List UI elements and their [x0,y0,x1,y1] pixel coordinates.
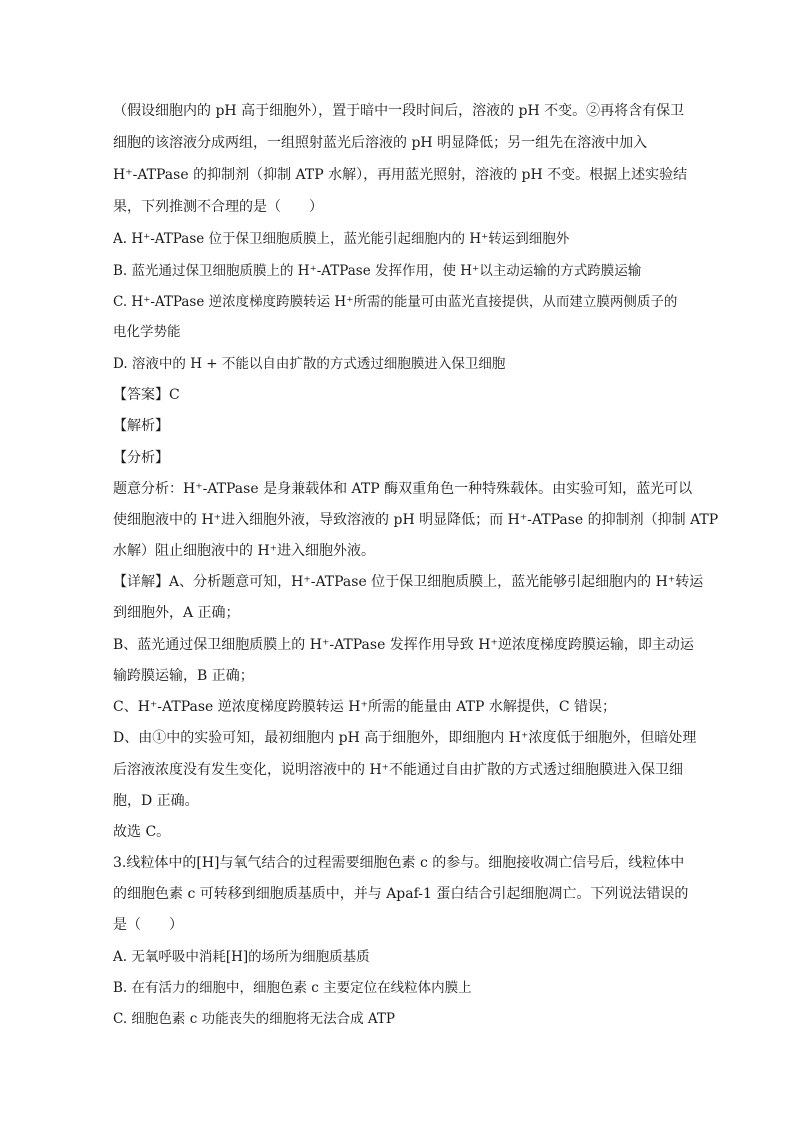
analysis-label: 【解析】 [113,418,169,434]
text-line: 故选 C。 [113,824,171,840]
option-a: A. 无氧呼吸中消耗[H]的场所为细胞质基质 [113,949,370,965]
text-line: 是（ ） [113,917,183,933]
text-line: 题意分析：H⁺-ATPase 是身兼载体和 ATP 酶双重角色一种特殊载体。由实验可知，蓝光可以 [113,481,693,497]
text-line: 使细胞液中的 H⁺进入细胞外液，导致溶液的 pH 明显降低；而 H⁺-ATPase 的抑制剂（抑制 ATP [113,512,719,528]
text-line: C、H⁺-ATPase 逆浓度梯度跨膜转运 H⁺所需的能量由 ATP 水解提供，C 错误； [113,699,616,715]
text-line: 水解）阻止细胞液中的 H⁺进入细胞外液。 [113,543,376,559]
text-line: 果，下列推测不合理的是（ ） [113,199,323,215]
option-b: B. 蓝光通过保卫细胞质膜上的 H⁺-ATPase 发挥作用，使 H⁺以主动运输的方式跨膜运输 [113,263,642,279]
text-line: 胞，D 正确。 [113,793,199,809]
text-line: D、由①中的实验可知，最初细胞内 pH 高于细胞外，即细胞内 H⁺浓度低于细胞外，但暗处理 [113,730,697,746]
option-c: C. H⁺-ATPase 逆浓度梯度跨膜转运 H⁺所需的能量可由蓝光直接提供，从而建立膜两侧质子的 [113,294,678,310]
text-line: （假设细胞内的 pH 高于细胞外），置于暗中一段时间后，溶液的 pH 不变。②再将含有保卫 [113,103,685,119]
text-line: 的细胞色素 c 可转移到细胞质基质中，并与 Apaf-1 蛋白结合引起细胞凋亡。下列说法错误的 [113,886,689,902]
text-line: B、蓝光通过保卫细胞质膜上的 H⁺-ATPase 发挥作用导致 H⁺逆浓度梯度跨膜运输，即主动运 [113,637,694,653]
text-line: 后溶液浓度没有发生变化，说明溶液中的 H⁺不能通过自由扩散的方式透过细胞膜进入保卫细 [113,762,684,778]
option-b: B. 在有活力的细胞中，细胞色素 c 主要定位在线粒体内膜上 [113,980,472,996]
option-c: C. 细胞色素 c 功能丧失的细胞将无法合成 ATP [113,1011,395,1027]
text-line: 【详解】A、分析题意可知，H⁺-ATPase 位于保卫细胞质膜上，蓝光能够引起细胞内的 H⁺转运 [113,574,704,590]
option-d: D. 溶液中的 H + 不能以自由扩散的方式透过细胞膜进入保卫细胞 [113,356,506,372]
fenxi-label: 【分析】 [113,450,169,466]
text-line: 到细胞外，A 正确； [113,605,240,621]
text-line: 输跨膜运输，B 正确； [113,668,254,684]
text-line: H⁺-ATPase 的抑制剂（抑制 ATP 水解），再用蓝光照射，溶液的 pH 不变。根据上述实验结 [113,167,688,183]
text-line: 细胞的该溶液分成两组，一组照射蓝光后溶液的 pH 明显降低；另一组先在溶液中加入 [113,135,648,151]
option-c-continued: 电化学势能 [113,324,181,340]
question-3: 3.线粒体中的[H]与氧气结合的过程需要细胞色素 c 的参与。细胞接收凋亡信号后，线粒体中 [113,855,685,871]
option-a: A. H⁺-ATPase 位于保卫细胞质膜上，蓝光能引起细胞内的 H⁺转运到细胞外 [113,231,570,247]
answer-label: 【答案】C [113,387,180,403]
